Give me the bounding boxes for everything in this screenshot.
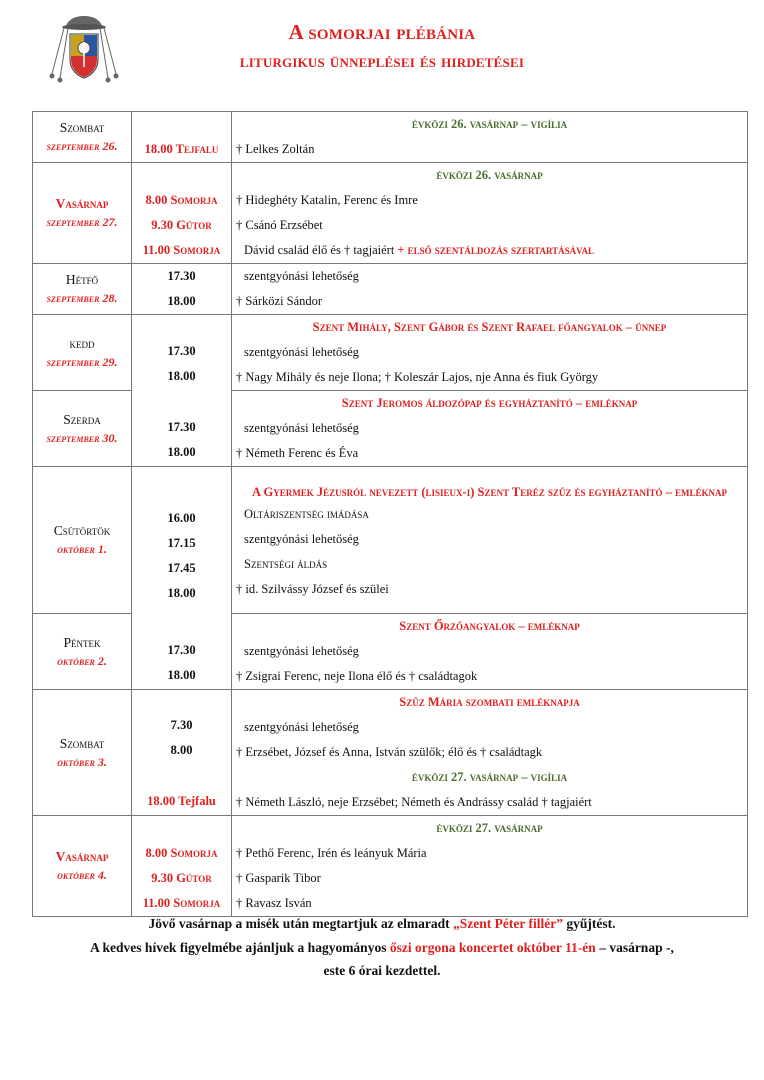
intention-line: szentgyónási lehetőség (244, 531, 359, 546)
intention-line: † Pethő Ferenc, Irén és leányuk Mária (236, 846, 427, 860)
liturgical-heading: Szent Őrzőangyalok – emléknap (399, 619, 580, 633)
day-name: Csütörtök (53, 523, 111, 538)
liturgical-heading: A Gyermek Jézusról nevezett (lisieux-i) Szent Teréz szűz és egyháztanító – emléknap (252, 484, 727, 499)
announcement-line: este 6 órai kezdettel. (323, 963, 441, 978)
mass-time: 18.00 (167, 294, 196, 308)
announcement-text: gyűjtést. (562, 916, 616, 931)
mass-time: 17.15 (167, 536, 196, 550)
intention-text: Dávid család élő és † tagjaiért (244, 243, 395, 257)
mass-time: 8.00 Somorja (145, 193, 218, 207)
mass-time: 11.00 Somorja (142, 243, 221, 257)
mass-time: 17.30 (167, 419, 196, 434)
day-date: október 1. (57, 542, 107, 556)
intention-line: † Gasparik Tibor (236, 871, 321, 885)
intention-line: † Lelkes Zoltán (236, 142, 315, 156)
liturgical-heading: évközi 27. vasárnap (436, 821, 543, 835)
mass-time: 17.30 (167, 643, 196, 657)
intention-line: † Hideghéty Katalin, Ferenc és Imre (236, 193, 418, 207)
day-date: szeptember 30. (46, 430, 118, 445)
mass-time: 8.00 (170, 743, 193, 757)
day-name: kedd (69, 335, 95, 351)
intention-line: † id. Szilvássy József és szülei (236, 581, 389, 596)
intention-line: szentgyónási lehetőség (244, 345, 359, 359)
table-row (33, 315, 748, 391)
announcement-text: Jövő vasárnap a misék után megtartjuk az elmaradt (148, 916, 454, 931)
intention-line: † Csánó Erzsébet (236, 218, 323, 232)
mass-time: 18.00 (167, 368, 196, 383)
events-cell (232, 315, 748, 391)
day-cell (33, 614, 132, 690)
events-cell (232, 467, 748, 614)
mass-time: 18.00 Tejfalu (144, 142, 219, 156)
liturgical-heading: Szűz Mária szombati emléknapja (399, 695, 580, 709)
mass-time: 18.00 Tejfalu (147, 794, 216, 808)
day-date: október 2. (57, 653, 107, 668)
first-communion-note: + első szentáldozás szertartásával (397, 243, 595, 257)
day-date: szeptember 26. (46, 139, 118, 153)
time-cell (132, 467, 232, 690)
intention-line: † Németh Ferenc és Éva (236, 446, 359, 460)
mass-time: 8.00 Somorja (145, 846, 218, 860)
mass-time: 9.30 Gútor (151, 218, 212, 232)
day-name: Vasárnap (55, 849, 109, 864)
day-name: Szombat (59, 120, 105, 135)
mass-time: 18.00 (167, 444, 196, 459)
time-cell (132, 816, 232, 917)
day-date: szeptember 29. (46, 354, 118, 369)
announcement-text: A kedves hívek figyelmébe ajánljuk a hagyományos (90, 940, 390, 955)
day-cell (33, 816, 132, 917)
intention-line (232, 238, 747, 263)
day-name: Hétfő (65, 272, 99, 287)
intention-line: szentgyónási lehetőség (244, 421, 359, 435)
events-cell (232, 163, 748, 264)
day-date: október 3. (57, 754, 107, 769)
mass-time: 16.00 (167, 511, 196, 525)
announcement-line (0, 916, 764, 932)
intention-line: † Sárközi Sándor (236, 294, 323, 308)
intention-line: szentgyónási lehetőség (244, 720, 359, 734)
day-cell (33, 690, 132, 816)
liturgical-heading: Szent Mihály, Szent Gábor és Szent Rafael főangyalok – ünnep (312, 320, 667, 334)
day-date: szeptember 27. (46, 215, 118, 229)
time-cell (132, 315, 232, 467)
page-title: A somorjai plébánia (288, 20, 476, 44)
intention-line: † Ravasz Isván (236, 896, 312, 910)
events-cell (232, 690, 748, 816)
table-row (33, 690, 748, 816)
day-name: Szerda (63, 411, 101, 427)
intention-line: † Zsigrai Ferenc, neje Ilona élő és † családtagok (236, 669, 478, 683)
table-row (33, 467, 748, 614)
day-cell (33, 112, 132, 163)
events-cell (232, 391, 748, 467)
announcement-line (0, 940, 764, 956)
intention-line: szentgyónási lehetőség (244, 269, 359, 283)
intention-line: Oltáriszentség imádása (244, 506, 369, 521)
announcement-text: – vasárnap -, (595, 940, 674, 955)
liturgical-heading: évközi 26. vasárnap – vigília (411, 117, 568, 131)
mass-time: 17.30 (167, 343, 196, 358)
events-cell (232, 264, 748, 315)
day-cell (33, 163, 132, 264)
time-cell (132, 163, 232, 264)
mass-time: 17.30 (167, 269, 196, 283)
mass-time: 7.30 (170, 718, 193, 732)
time-cell (132, 112, 232, 163)
mass-time: 11.00 Somorja (142, 896, 221, 910)
intention-line: † Erzsébet, József és Anna, István szülők; élő és † családtagk (236, 745, 543, 759)
announcement-highlight: „Szent Péter fillér” (453, 916, 563, 931)
events-cell (232, 614, 748, 690)
intention-line: † Nagy Mihály és neje Ilona; † Koleszár Lajos, nje Anna és fiuk György (236, 370, 599, 384)
day-name: Péntek (63, 634, 101, 650)
intention-line: † Németh László, neje Erzsébet; Németh és Andrássy család † tagjaiért (236, 795, 592, 809)
mass-time: 18.00 (167, 586, 196, 600)
events-cell (232, 112, 748, 163)
table-row (33, 816, 748, 917)
day-cell (33, 467, 132, 614)
mass-time: 17.45 (167, 561, 196, 575)
day-date: szeptember 28. (46, 291, 118, 305)
day-cell (33, 264, 132, 315)
time-cell (132, 690, 232, 816)
schedule-table (32, 111, 748, 917)
page-subtitle: liturgikus ünneplései és hirdetései (239, 51, 525, 72)
liturgical-heading: évközi 27. vasárnap – vigília (411, 770, 568, 784)
mass-time: 18.00 (167, 668, 196, 682)
events-cell (232, 816, 748, 917)
day-name: Szombat (59, 735, 105, 751)
day-cell (33, 315, 132, 391)
day-date: október 4. (57, 868, 107, 882)
day-cell (33, 391, 132, 467)
liturgical-heading: Szent Jeromos áldozópap és egyháztanító – emléknap (341, 396, 638, 410)
announcement-highlight: őszi orgona koncertet október 11-én (389, 940, 596, 955)
table-row (33, 112, 748, 163)
table-row (33, 163, 748, 264)
intention-line: Szentségi áldás (244, 556, 328, 571)
day-name: Vasárnap (55, 196, 109, 211)
liturgical-heading: évközi 26. vasárnap (436, 168, 543, 182)
time-cell (132, 264, 232, 315)
mass-time: 9.30 Gútor (151, 871, 212, 885)
table-row (33, 264, 748, 315)
intention-line: szentgyónási lehetőség (244, 644, 359, 658)
